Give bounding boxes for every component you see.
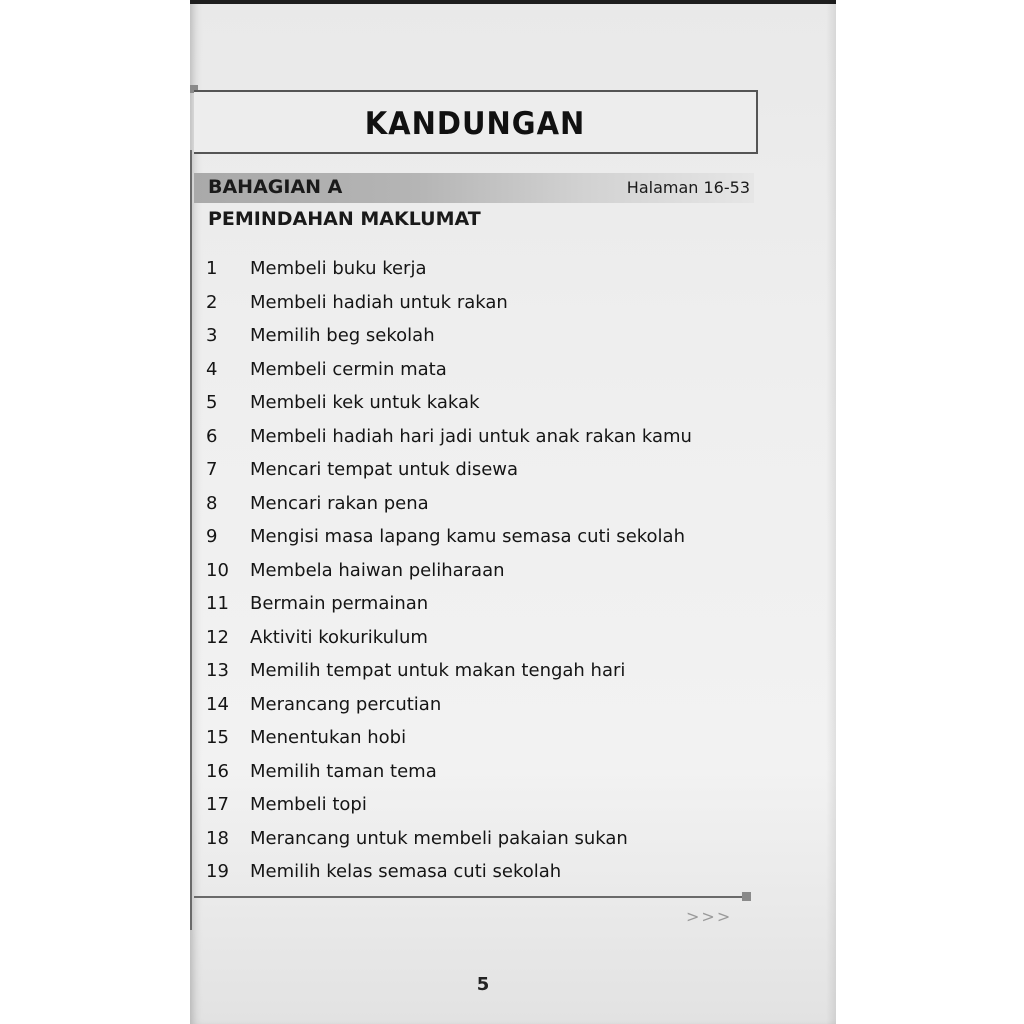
contents-item-title: Membeli cermin mata [250,358,447,380]
contents-item [204,824,764,858]
contents-item-title: Mencari tempat untuk disewa [250,459,519,480]
contents-item-number: 8 [206,492,218,514]
contents-item-title: Merancang percutian [250,693,442,715]
contents-item-title: Merancang untuk membeli pakaian sukan [250,827,628,849]
section-header-bar [194,173,754,203]
contents-item [204,388,764,422]
contents-item-number: 14 [206,693,229,715]
contents-item-title: Bermain permainan [250,593,429,614]
contents-item-title: Membeli hadiah untuk rakan [250,291,508,313]
section-page-range: Halaman 16-53 [626,178,750,197]
contents-item-number: 9 [206,526,218,547]
contents-item [204,288,764,322]
contents-item [204,589,764,623]
contents-item [204,455,764,489]
contents-item-title: Memilih kelas semasa cuti sekolah [250,861,562,882]
left-border-rule [190,150,192,930]
contents-item-number: 17 [206,794,229,815]
contents-item-title: Aktiviti kokurikulum [250,626,428,648]
contents-item [204,623,764,657]
contents-item-number: 3 [206,325,218,346]
bottom-corner-marker [742,892,751,901]
contents-item-title: Memilih beg sekolah [250,325,435,346]
contents-item [204,254,764,288]
title-box [194,90,758,154]
contents-item [204,690,764,724]
contents-item-title: Membeli buku kerja [250,258,427,279]
contents-item-title: Membeli hadiah hari jadi untuk anak rakan kamu [250,425,692,447]
contents-item [204,321,764,355]
contents-item-title: Memilih taman tema [250,760,437,782]
contents-item-number: 12 [206,626,229,648]
contents-item-title: Mengisi masa lapang kamu semasa cuti sekolah [250,526,685,547]
contents-item [204,656,764,690]
contents-item [204,522,764,556]
contents-item-number: 19 [206,861,229,882]
contents-item-title: Membeli kek untuk kakak [250,392,480,413]
contents-item [204,790,764,824]
contents-item-number: 10 [206,559,229,581]
section-label: BAHAGIAN A [208,176,343,198]
contents-item [204,757,764,791]
bottom-border-rule [194,896,746,898]
contents-item-number: 2 [206,291,218,313]
contents-item-number: 18 [206,827,229,849]
contents-item [204,857,764,891]
contents-item-number: 16 [206,760,229,782]
contents-list [204,254,764,891]
contents-item-title: Mencari rakan pena [250,492,429,514]
contents-item [204,556,764,590]
contents-item [204,355,764,389]
contents-item-title: Menentukan hobi [250,727,407,748]
contents-item-number: 6 [206,425,218,447]
contents-item-title: Membeli topi [250,794,367,815]
page-top-edge [190,0,836,4]
contents-item [204,422,764,456]
page-number: 5 [476,974,490,995]
book-page [190,0,836,1024]
contents-item-number: 15 [206,727,229,748]
contents-item-number: 13 [206,660,229,681]
page-title: KANDUNGAN [364,104,586,142]
contents-item-title: Membela haiwan peliharaan [250,559,505,581]
contents-item-number: 11 [206,593,229,614]
contents-item [204,723,764,757]
contents-item [204,489,764,523]
contents-item-number: 7 [206,459,218,480]
section-title: PEMINDAHAN MAKLUMAT [208,208,481,230]
contents-item-number: 4 [206,358,218,380]
contents-item-number: 1 [206,258,218,279]
contents-item-number: 5 [206,392,218,413]
page-edge-shadow [826,0,836,1024]
contents-item-title: Memilih tempat untuk makan tengah hari [250,660,626,681]
continue-arrows-icon: >>> [686,907,733,926]
